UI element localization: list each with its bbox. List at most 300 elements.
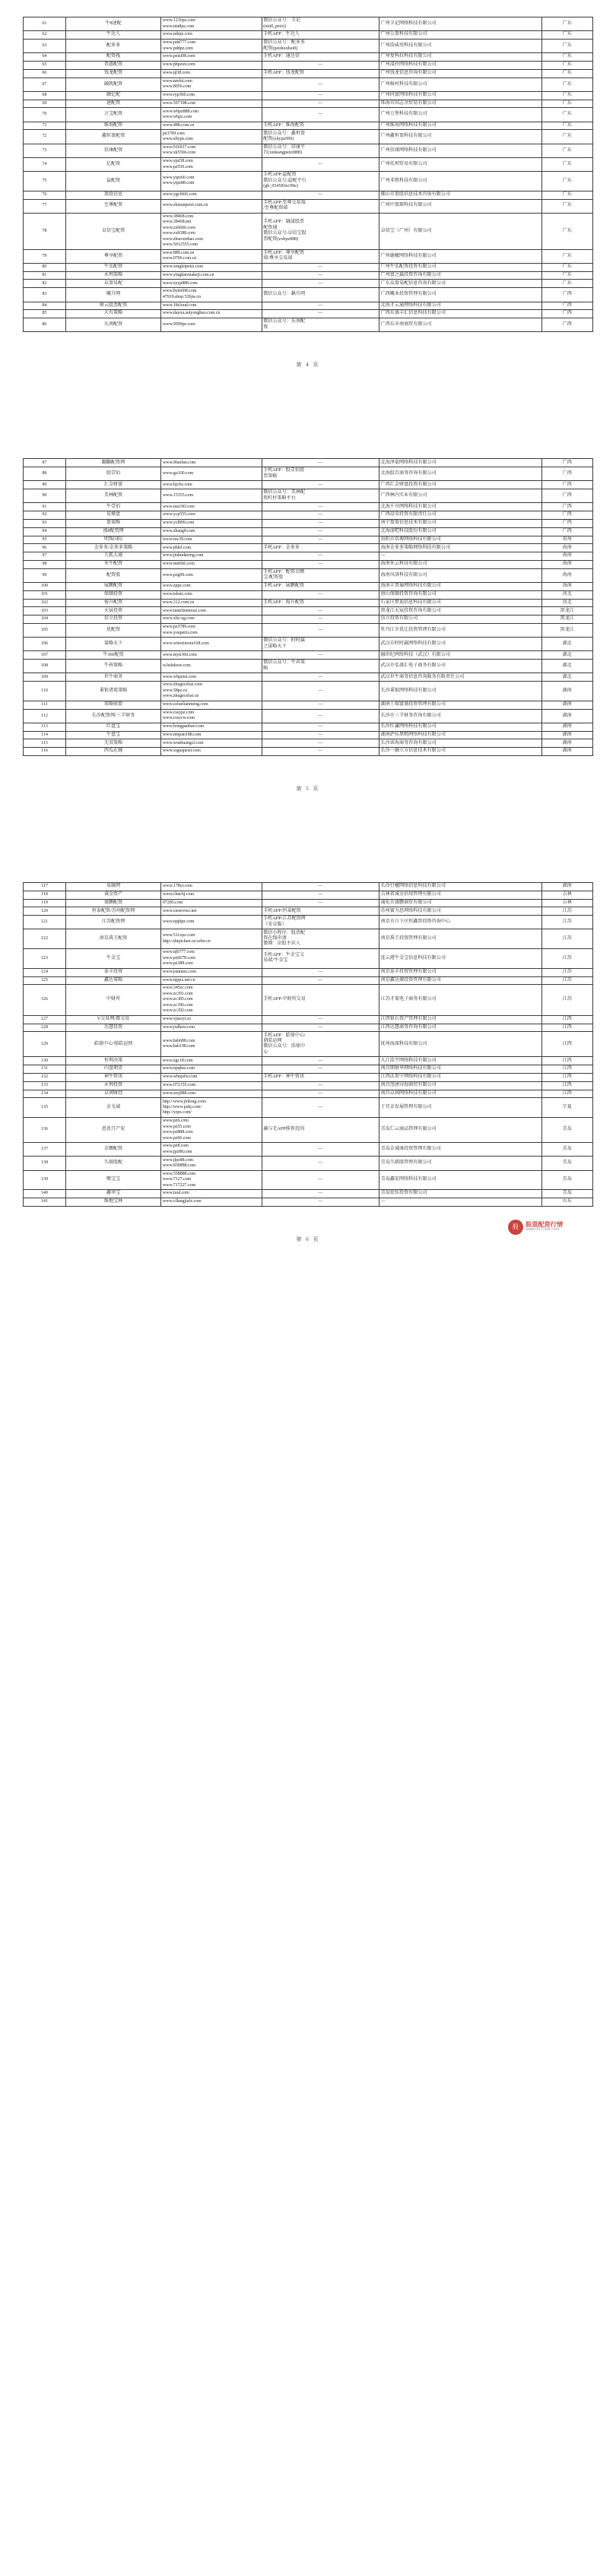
table-row	[24, 1065, 593, 1074]
company-line: 广西林内实业有限公司	[380, 493, 427, 498]
watermark-title: 股票配资行情	[526, 1220, 564, 1228]
website-line: www.mn666.com	[162, 562, 195, 567]
cell-company	[379, 271, 542, 280]
website-line: http://shipichen.cn.cebn.cn	[162, 938, 211, 944]
website-line: www.ndrpz.com	[162, 32, 192, 37]
cell-company	[379, 1057, 542, 1065]
cell-company	[379, 682, 542, 701]
app-line: 配资(xhypz999)	[263, 137, 294, 142]
company-line: 长沙市三羊财务咨询有限公司	[380, 713, 441, 718]
table-row	[24, 1090, 593, 1098]
cell-company	[379, 302, 542, 310]
cell-company	[379, 459, 542, 467]
company-line: 通化市盛鹏商贸有限公司	[380, 900, 432, 905]
cell-website	[161, 660, 262, 673]
app-line: —	[318, 1147, 323, 1152]
website-line: www.phpeizi.com	[162, 62, 195, 68]
cell-platform-name: 融凯配资	[65, 78, 160, 91]
website-line: www.hsh198.com	[162, 1044, 195, 1049]
cell-website	[161, 1090, 262, 1098]
website-line: www.njqhpz.com	[162, 919, 195, 925]
app-line: 确与无APP排荐范围	[263, 1127, 305, 1132]
cell-app-or-account	[262, 108, 379, 122]
table-row	[24, 1198, 593, 1207]
cell-company	[379, 929, 542, 949]
cell-platform-name: 西瓜在缠	[65, 748, 160, 756]
company-line: 广州公盈科技有限公司	[380, 32, 427, 37]
cell-region: 江西	[541, 1015, 592, 1024]
website-line: www.ycp555.com	[162, 512, 195, 517]
cell-index: 111	[24, 701, 66, 709]
cell-platform-name: 汇金财富	[65, 481, 160, 489]
cell-region: 江西	[541, 1065, 592, 1074]
app-line: —	[318, 1191, 323, 1196]
cell-index: 102	[24, 599, 66, 607]
cell-index: 137	[24, 1143, 66, 1157]
cell-index: 97	[24, 552, 66, 561]
company-line: 湖南萨拉黑哟网络科技有限公司	[380, 732, 446, 737]
table-row	[24, 527, 593, 536]
cell-index: 99	[24, 568, 66, 582]
cell-index: 113	[24, 723, 66, 731]
website-line: www.cnservice.net	[162, 908, 197, 913]
cell-region: 广东	[541, 271, 592, 280]
table-row	[24, 968, 593, 976]
cell-platform-name: 融亿配	[65, 91, 160, 100]
table-row	[24, 638, 593, 651]
cell-app-or-account	[262, 172, 379, 191]
website-line: www.wushuangcl.com	[162, 740, 204, 745]
table-row	[24, 191, 593, 199]
cell-index: 93	[24, 519, 66, 527]
app-line: 微信公众号：东南配	[263, 319, 306, 324]
company-line: 青岛久联股管理有限公司	[380, 1160, 432, 1166]
cell-platform-name: 盈策略	[65, 519, 160, 527]
cell-app-or-account	[262, 623, 379, 637]
website-line: www.ypz58.com	[162, 159, 193, 164]
website-line: www.839888.com	[162, 1163, 196, 1168]
cell-index: 77	[24, 199, 66, 213]
cell-platform-name: 久联股配	[65, 1157, 160, 1170]
website-line: www.ycl899.com	[162, 521, 195, 526]
cell-company	[379, 31, 542, 40]
cell-region: 河北	[541, 590, 592, 599]
app-line: 手机APP：俊升配资	[263, 600, 305, 605]
cell-index: 64	[24, 53, 66, 62]
cell-region: 广东	[541, 263, 592, 271]
company-line: 江苏才策电子商务有限公司	[380, 997, 437, 1002]
platform-table-page-6	[23, 882, 593, 1207]
cell-index: 107	[24, 651, 66, 660]
app-line: —	[318, 460, 323, 465]
cell-company	[379, 599, 542, 607]
app-line: —	[318, 161, 323, 166]
table-row	[24, 1157, 593, 1170]
cell-index: 72	[24, 130, 66, 144]
cell-region: 海南	[541, 552, 592, 561]
cell-website	[161, 1118, 262, 1143]
app-line: 资	[263, 324, 268, 330]
website-line: www.pdd777.com	[162, 40, 196, 46]
cell-company	[379, 891, 542, 899]
website-line: 07285.com	[162, 900, 183, 905]
cell-app-or-account	[262, 519, 379, 527]
website-line: www.zhugecelue.cn	[162, 694, 199, 699]
cell-platform-name: 尊享配资	[65, 249, 160, 263]
company-line: 广西东盛丰汇信息科技有限公司	[380, 311, 446, 316]
cell-region: 江西	[541, 1081, 592, 1090]
app-line: —	[318, 311, 323, 316]
cell-app-or-account	[262, 1190, 379, 1198]
app-line: 手机APP：牛金宝交	[263, 952, 305, 957]
cell-platform-name: 财云股票配资	[65, 302, 160, 310]
company-line: 长沙一融立方信息技术有限公司	[380, 748, 446, 754]
app-line: —	[318, 688, 323, 693]
cell-index: 119	[24, 899, 66, 907]
cell-company	[379, 916, 542, 929]
app-line: —	[318, 969, 323, 974]
cell-company	[379, 1190, 542, 1198]
cell-company	[379, 191, 542, 199]
cell-app-or-account	[262, 651, 379, 660]
cell-platform-name: 速配资	[65, 100, 160, 108]
cell-index: 78	[24, 213, 66, 249]
cell-company	[379, 172, 542, 191]
cell-app-or-account	[262, 1143, 379, 1157]
cell-index: 141	[24, 1198, 66, 1207]
cell-website	[161, 519, 262, 527]
website-line: www.zhuoxinbao.com	[162, 236, 203, 242]
cell-app-or-account	[262, 130, 379, 144]
cell-platform-name: 金戈诚	[65, 1098, 160, 1118]
app-line: 微信公众号：美林配	[263, 490, 306, 495]
cell-index: 68	[24, 91, 66, 100]
website-line: www.zxb666.com	[162, 225, 195, 230]
cell-website	[161, 17, 262, 31]
table-row	[24, 263, 593, 271]
company-line: 青岛鑫宏网络科技有限公司	[380, 1177, 437, 1182]
cell-website	[161, 1057, 262, 1065]
cell-region: 广东	[541, 144, 592, 157]
table-row	[24, 40, 593, 53]
cell-region: 江西	[541, 1057, 592, 1065]
cell-platform-name: 卓信宝配资	[65, 213, 160, 249]
cell-company	[379, 1198, 542, 1207]
website-line: www.dayou.suiyongbao.com.cn	[162, 311, 221, 316]
cell-website	[161, 616, 262, 624]
app-line: 手机APP：融晟股票	[263, 220, 305, 225]
table-row	[24, 731, 593, 739]
cell-index: 120	[24, 907, 66, 916]
cell-website	[161, 568, 262, 582]
app-line: —	[318, 264, 323, 270]
cell-app-or-account	[262, 263, 379, 271]
cell-app-or-account	[262, 302, 379, 310]
table-row	[24, 1032, 593, 1057]
company-line: 黑龙江天宸投资咨询有限公司	[380, 608, 441, 613]
cell-app-or-account	[262, 527, 379, 536]
company-line: 广州牛弘配资投资有限公司	[380, 264, 437, 270]
table-row	[24, 985, 593, 1015]
cell-index: 79	[24, 249, 66, 263]
cell-app-or-account	[262, 968, 379, 976]
cell-company	[379, 53, 542, 62]
cell-company	[379, 17, 542, 31]
cell-platform-name: 牛弘配资	[65, 263, 160, 271]
website-line: www.cssycw.com	[162, 716, 195, 721]
cell-platform-name: 恩贵月产宏	[65, 1118, 160, 1143]
cell-website	[161, 280, 262, 288]
website-line: www.345zc.com	[162, 986, 193, 991]
website-line: http://yzpz.com/	[162, 1110, 192, 1116]
page-6	[0, 866, 616, 1243]
cell-website	[161, 302, 262, 310]
cell-app-or-account	[262, 100, 379, 108]
cell-index: 90	[24, 489, 66, 503]
company-line: 唐山保顺投资咨询有限公司	[380, 591, 437, 597]
app-line: —	[318, 702, 323, 707]
website-line: www.zrcj888.com	[162, 1090, 195, 1096]
cell-region: 广东	[541, 130, 592, 144]
cell-app-or-account	[262, 616, 379, 624]
cell-website	[161, 536, 262, 544]
cell-company	[379, 69, 542, 78]
cell-website	[161, 1098, 262, 1118]
cell-website	[161, 467, 262, 481]
cell-index: 109	[24, 673, 66, 682]
table-row	[24, 100, 593, 108]
company-line: 广州浩威亮科技有限公司	[380, 43, 432, 48]
cell-website	[161, 108, 262, 122]
cell-region: 江西	[541, 1024, 592, 1032]
cell-website	[161, 682, 262, 701]
cell-app-or-account	[262, 53, 379, 62]
cell-index: 104	[24, 616, 66, 624]
cell-app-or-account	[262, 1118, 379, 1143]
table-row	[24, 949, 593, 969]
cell-app-or-account	[262, 481, 379, 489]
cell-app-or-account	[262, 249, 379, 263]
website-line: www.312.com.cn	[162, 600, 195, 605]
company-line: 南京市白下区恒鑫智投资咨询中心	[380, 919, 451, 925]
cell-website	[161, 929, 262, 949]
cell-region: 贵州	[541, 536, 592, 544]
app-line: (niu8_peizi)	[263, 24, 287, 29]
cell-platform-name: 明珠国际	[65, 536, 160, 544]
cell-app-or-account	[262, 929, 379, 949]
app-line: 手机APP：维海配资	[263, 122, 305, 128]
cell-company	[379, 78, 542, 91]
cell-platform-name: 永利投资	[65, 1081, 160, 1090]
company-line: 青岛仁云商品管理有限公司	[380, 1127, 437, 1132]
cell-platform-name: 达慧投资	[65, 1024, 160, 1032]
website-line: www.myn360.com	[162, 652, 197, 657]
cell-index: 108	[24, 660, 66, 673]
cell-index: 121	[24, 916, 66, 929]
cell-index: 86	[24, 318, 66, 332]
company-line: 融世纪网络科技（武汉）有限公司	[380, 652, 451, 657]
cell-company	[379, 481, 542, 489]
company-line: 长沙行檀网络信息科技有限公司	[380, 884, 446, 889]
cell-index: 66	[24, 69, 66, 78]
cell-region: 河北	[541, 599, 592, 607]
company-line: 广州万堡科技有限公司	[380, 112, 427, 117]
website-line: www.pz6678.com	[162, 955, 195, 960]
cell-website	[161, 968, 262, 976]
table-row	[24, 62, 593, 70]
cell-website	[161, 1198, 262, 1207]
cell-app-or-account	[262, 1098, 379, 1118]
cell-company	[379, 748, 542, 756]
table-row	[24, 69, 593, 78]
cell-company	[379, 157, 542, 171]
company-line: 广西汇金财富投资有限公司	[380, 482, 437, 487]
website-line: www.pz888.com	[162, 1130, 193, 1135]
cell-app-or-account	[262, 1024, 379, 1032]
cell-region: 广西	[541, 511, 592, 520]
cell-app-or-account	[262, 568, 379, 582]
cell-platform-name: 普惠配资	[65, 62, 160, 70]
app-line: 手机APP：通达信	[263, 54, 300, 59]
website-line: www.wbpz888.com	[162, 109, 199, 114]
cell-platform-name: 牛360配资	[65, 651, 160, 660]
cell-company	[379, 527, 542, 536]
cell-app-or-account	[262, 739, 379, 748]
app-line: —	[318, 1016, 323, 1021]
cell-app-or-account	[262, 748, 379, 756]
company-line: 卓信宝（广州）有限公司	[380, 228, 432, 233]
cell-index: 75	[24, 172, 66, 191]
cell-platform-name: 泰丰投资	[65, 968, 160, 976]
table-row	[24, 582, 593, 590]
cell-platform-name: 配资栈	[65, 53, 160, 62]
cell-region: 江苏	[541, 985, 592, 1015]
cell-website	[161, 701, 262, 709]
website-line: www.jpz88.com	[162, 1149, 192, 1154]
cell-website	[161, 552, 262, 561]
cell-index: 112	[24, 709, 66, 723]
cell-website	[161, 199, 262, 213]
app-line: 微信公众号：配多多	[263, 40, 306, 46]
cell-app-or-account	[262, 582, 379, 590]
cell-platform-name: 优配资	[65, 623, 160, 637]
company-line: 广州托坝贸易有限公司	[380, 161, 427, 166]
cell-app-or-account	[262, 1090, 379, 1098]
cell-index: 139	[24, 1170, 66, 1190]
cell-region: 江西	[541, 1074, 592, 1082]
cell-platform-name: 众盈易配	[65, 280, 160, 288]
cell-app-or-account	[262, 607, 379, 616]
cell-app-or-account	[262, 916, 379, 929]
cell-region: 广西	[541, 318, 592, 332]
cell-region: 广西	[541, 467, 592, 481]
cell-region: 青岛	[541, 1157, 592, 1170]
app-line: —	[318, 191, 323, 197]
company-line: 广州富之赢投资咨询有限公司	[380, 272, 441, 277]
cell-region: 青岛	[541, 1190, 592, 1198]
company-line: 广州非胜科技有限公司	[380, 178, 427, 183]
company-line: 武汉市弘盛汇电子商务有限公司	[380, 663, 446, 669]
cell-website	[161, 78, 262, 91]
app-line: —	[318, 521, 323, 526]
website-line: www.tianchentouzi.com	[162, 608, 206, 613]
website-line: www.celuelianmeng.com	[162, 702, 208, 707]
company-line: 北海才云通网络科技有限公司	[380, 302, 441, 308]
cell-company	[379, 552, 542, 561]
table-row	[24, 891, 593, 899]
cell-website	[161, 731, 262, 739]
table-row	[24, 616, 593, 624]
website-line: www.wbpz.com	[162, 115, 192, 120]
table-row	[24, 249, 593, 263]
cell-company	[379, 907, 542, 916]
cell-index: 118	[24, 891, 66, 899]
cell-website	[161, 599, 262, 607]
website-line: www.zc391.com	[162, 991, 193, 996]
app-line: 微信公众号：飙升网	[263, 292, 306, 297]
cell-platform-name: 牛犇策略	[65, 660, 160, 673]
company-line: 广州中寰琛科技有限公司	[380, 203, 432, 208]
cell-website	[161, 249, 262, 263]
app-line: —	[318, 482, 323, 487]
website-line: www.zppz.com	[162, 584, 191, 589]
cell-app-or-account	[262, 511, 379, 520]
cell-region: 广西	[541, 489, 592, 503]
table-row	[24, 916, 593, 929]
cell-region: 江苏	[541, 949, 592, 969]
website-line: www.pz6.com	[162, 1119, 189, 1124]
app-line: 手机APP:恒泰配资	[263, 908, 301, 913]
app-line: 心	[263, 1049, 268, 1055]
cell-website	[161, 100, 262, 108]
cell-platform-name: 展鹏配资	[65, 582, 160, 590]
cell-index: 80	[24, 263, 66, 271]
website-line: www.cssypz.com	[162, 710, 195, 715]
app-line: 手机APP：钱龙配资	[263, 71, 305, 76]
website-line: www.pddpz.com	[162, 46, 193, 51]
app-line: 台(xinkangpeizi888)	[263, 150, 302, 156]
company-line: 南宁盈策信息技术有限公司	[380, 521, 437, 526]
app-line: —	[318, 302, 323, 308]
cell-website	[161, 157, 262, 171]
app-line: —	[318, 528, 323, 533]
company-line: 南京禹王投资管理有限公司	[380, 936, 437, 941]
website-line: www.njb777.com	[162, 950, 195, 955]
cell-region: 广东	[541, 191, 592, 199]
cell-app-or-account	[262, 552, 379, 561]
watermark-badge-icon: 股	[508, 1220, 523, 1235]
cell-region: 广东	[541, 69, 592, 78]
cell-index: 123	[24, 949, 66, 969]
cell-platform-name: 保顺投资	[65, 590, 160, 599]
cell-region: 湖南	[541, 731, 592, 739]
cell-index: 87	[24, 459, 66, 467]
cell-website	[161, 511, 262, 520]
cell-index: 98	[24, 560, 66, 568]
cell-index: 131	[24, 1065, 66, 1074]
cell-app-or-account	[262, 62, 379, 70]
cell-website	[161, 271, 262, 280]
cell-company	[379, 1024, 542, 1032]
cell-website	[161, 213, 262, 249]
app-line: —	[318, 272, 323, 277]
cell-index: 122	[24, 929, 66, 949]
cell-index: 83	[24, 288, 66, 302]
cell-app-or-account	[262, 310, 379, 318]
platform-table-page-4	[23, 17, 593, 332]
app-line: —	[318, 62, 323, 68]
app-line: —	[318, 977, 323, 983]
